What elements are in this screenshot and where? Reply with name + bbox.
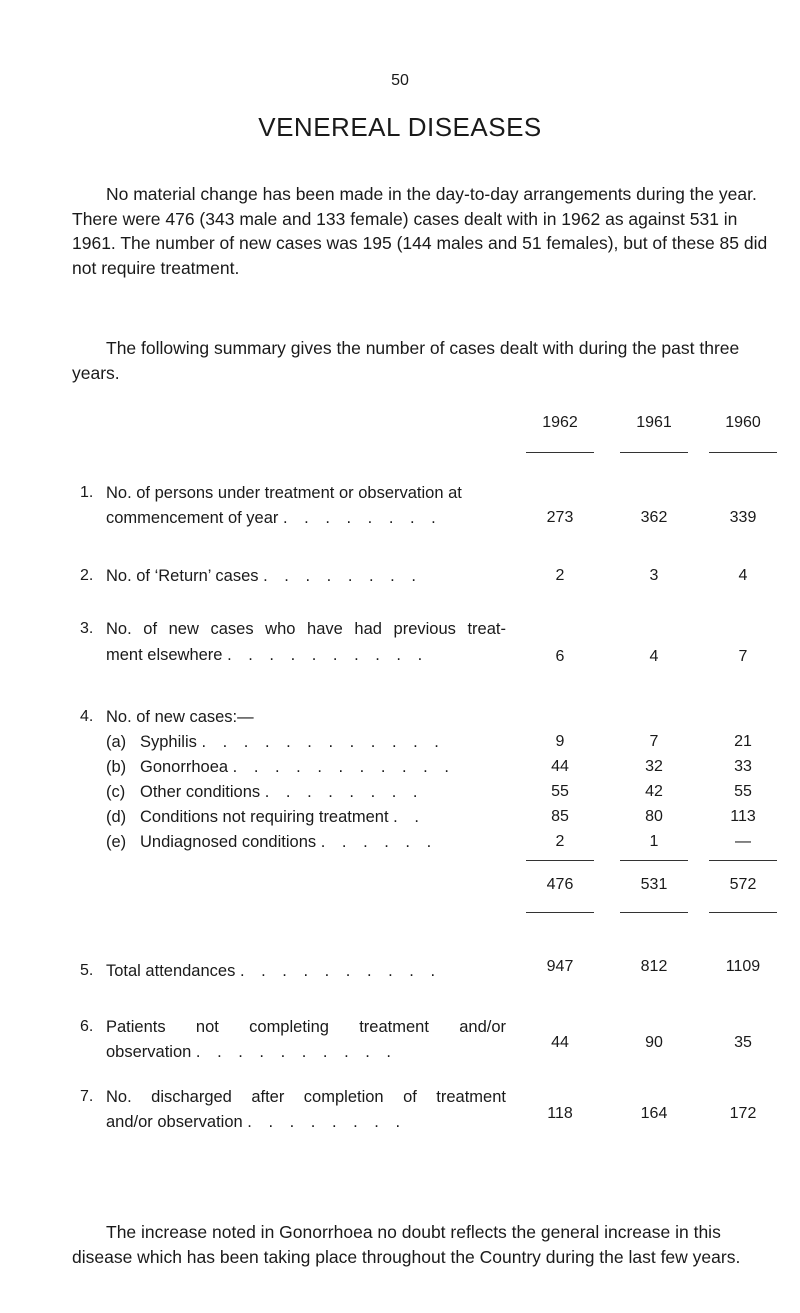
- row-number: 7.: [80, 1088, 94, 1105]
- row-number: 5.: [80, 962, 94, 979]
- value-1960: 33: [734, 758, 752, 775]
- sub-letter: (e): [106, 833, 127, 851]
- value-1960: 4: [738, 567, 748, 584]
- value-1960: 1109: [725, 958, 761, 975]
- value-1961: 362: [640, 509, 668, 526]
- value-1960: 35: [734, 1034, 752, 1051]
- value-1960: 113: [730, 808, 756, 825]
- total-1961: 531: [640, 876, 668, 893]
- value-1961: 80: [645, 808, 663, 825]
- value-1962: 2: [555, 833, 565, 850]
- row-label-continuation: ment elsewhere . . . . . . . . . .: [106, 646, 429, 664]
- total-1962: 476: [546, 876, 574, 893]
- total-rule: [620, 912, 688, 913]
- sub-label: Other conditions . . . . . . . .: [140, 783, 424, 801]
- value-1962: 118: [547, 1105, 573, 1122]
- total-rule: [620, 860, 688, 861]
- summary-paragraph: The following summary gives the number of cases dealt with during the past three years.: [72, 338, 740, 383]
- row-label: No. of new cases who have had previous treat-: [106, 620, 506, 638]
- page-title: VENEREAL DISEASES: [258, 112, 542, 142]
- header-rule: [709, 452, 777, 453]
- year-header-1960: 1960: [725, 414, 761, 431]
- value-1961: 164: [640, 1105, 668, 1122]
- value-1962: 44: [551, 1034, 569, 1051]
- row-label: No. of ‘Return’ cases . . . . . . . .: [106, 567, 422, 585]
- value-1962: 2: [555, 567, 565, 584]
- value-1960: 7: [738, 648, 748, 665]
- value-1961: 7: [649, 733, 659, 750]
- sub-label: Undiagnosed conditions . . . . . .: [140, 833, 438, 851]
- value-1960: 339: [729, 509, 757, 526]
- sub-label: Gonorrhoea . . . . . . . . . . .: [140, 758, 455, 776]
- value-1962: 273: [546, 509, 574, 526]
- row-number: 1.: [80, 484, 94, 501]
- sub-label: Conditions not requiring treatment . .: [140, 808, 425, 826]
- row-number: 3.: [80, 620, 94, 637]
- value-1962: 44: [551, 758, 569, 775]
- row-label-continuation: observation . . . . . . . . . .: [106, 1043, 398, 1061]
- year-header-1962: 1962: [542, 414, 578, 431]
- value-1962: 85: [551, 808, 569, 825]
- row-label: No. of new cases:—: [106, 708, 254, 726]
- total-rule: [709, 860, 777, 861]
- row-label: Patients not completing treatment and/or: [106, 1018, 506, 1036]
- sub-letter: (b): [106, 758, 127, 776]
- value-1961: 1: [649, 833, 659, 850]
- header-rule: [526, 452, 594, 453]
- row-number: 4.: [80, 708, 94, 725]
- total-rule: [526, 860, 594, 861]
- value-1960: —: [735, 833, 751, 850]
- total-1960: 572: [729, 876, 757, 893]
- row-label-continuation: and/or observation . . . . . . . .: [106, 1113, 407, 1131]
- value-1961: 32: [645, 758, 663, 775]
- sub-letter: (d): [106, 808, 127, 826]
- total-rule: [526, 912, 594, 913]
- intro-paragraph: No material change has been made in the day-to-day arrangements during the year. There were 476 (343 male and 133 female) cases dealt with in 1962 as against 531 in 1961. The number of new cases was 195 (144 males and 51 females), but of these 85 did not require treatment.: [72, 184, 768, 278]
- value-1960: 172: [729, 1105, 757, 1122]
- row-label: No. of persons under treatment or observation at: [106, 484, 462, 502]
- sub-letter: (c): [106, 783, 126, 801]
- total-rule: [709, 912, 777, 913]
- year-header-1961: 1961: [636, 414, 672, 431]
- value-1960: 21: [734, 733, 752, 750]
- value-1961: 3: [649, 567, 659, 584]
- value-1961: 812: [640, 958, 668, 975]
- value-1962: 9: [555, 733, 565, 750]
- row-label: Total attendances . . . . . . . . . .: [106, 962, 442, 980]
- sub-letter: (a): [106, 733, 127, 751]
- row-number: 6.: [80, 1018, 94, 1035]
- value-1961: 90: [645, 1034, 663, 1051]
- sub-label: Syphilis . . . . . . . . . . . .: [140, 733, 445, 751]
- row-label: No. discharged after completion of treatment: [106, 1088, 506, 1106]
- value-1962: 947: [546, 958, 574, 975]
- page-number: 50: [391, 72, 409, 89]
- value-1962: 55: [551, 783, 569, 800]
- value-1962: 6: [555, 648, 565, 665]
- value-1960: 55: [734, 783, 752, 800]
- row-number: 2.: [80, 567, 94, 584]
- value-1961: 42: [645, 783, 663, 800]
- closing-paragraph: The increase noted in Gonorrhoea no doubt reflects the general increase in this disease which has been taking place throughout the Country during the last few years.: [72, 1222, 741, 1267]
- row-label-continuation: commencement of year . . . . . . . .: [106, 509, 442, 527]
- value-1961: 4: [649, 648, 659, 665]
- header-rule: [620, 452, 688, 453]
